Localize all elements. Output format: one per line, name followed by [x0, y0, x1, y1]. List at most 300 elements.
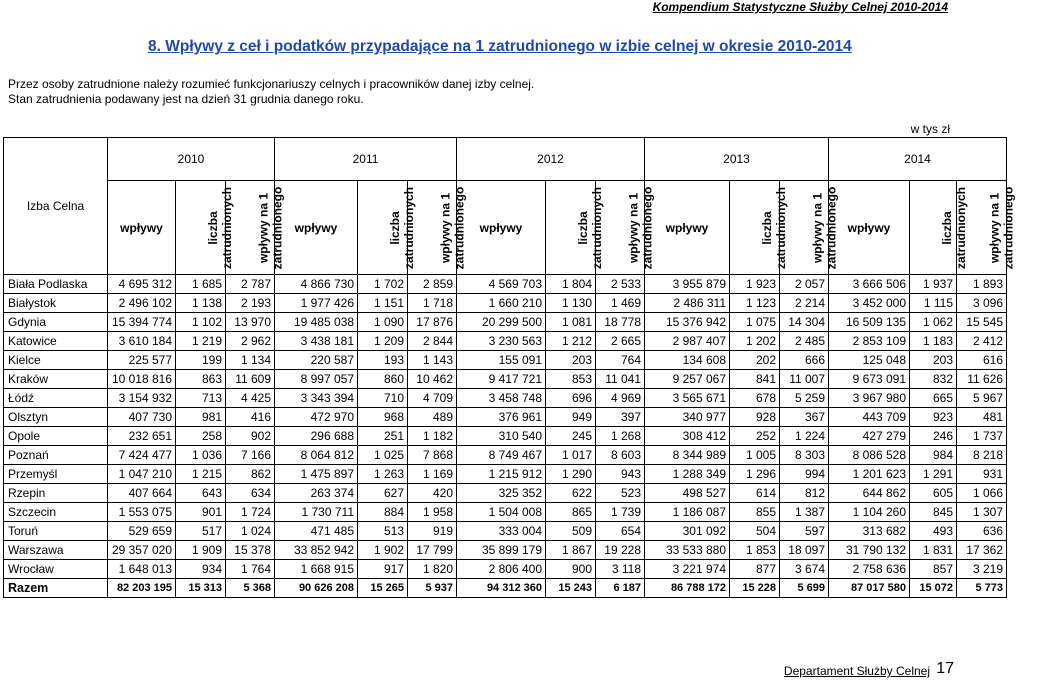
subheader-wplywy: wpływy [829, 181, 910, 275]
table-cell: 3 674 [780, 560, 829, 579]
table-cell: 35 899 179 [457, 541, 546, 560]
table-cell: 11 609 [226, 370, 275, 389]
row-name: Szczecin [4, 503, 108, 522]
table-cell: 2 057 [780, 275, 829, 294]
table-cell: 8 997 057 [275, 370, 358, 389]
year-header: 2014 [829, 138, 1007, 181]
table-cell: 1 867 [546, 541, 596, 560]
table-cell: 397 [596, 408, 645, 427]
table-cell: 498 527 [645, 484, 730, 503]
table-cell: 193 [358, 351, 408, 370]
revenue-table [3, 137, 1016, 598]
table-cell: 313 682 [829, 522, 910, 541]
publication-header: Kompendium Statystyczne Służby Celnej 2010-2014 [652, 0, 948, 14]
table-cell: 1 219 [176, 332, 226, 351]
subheader-liczba-zatrudnionych [546, 181, 605, 275]
table-cell: 3 118 [596, 560, 645, 579]
table-cell: 1 739 [596, 503, 645, 522]
table-cell: 1 151 [358, 294, 408, 313]
table-cell: 203 [546, 351, 596, 370]
table-cell: 1 724 [226, 503, 275, 522]
table-cell: 1 977 426 [275, 294, 358, 313]
table-cell: 232 651 [108, 427, 176, 446]
table-cell: 333 004 [457, 522, 546, 541]
table-cell: 5 967 [957, 389, 1007, 408]
table-cell: 1 169 [408, 465, 457, 484]
table-cell: 1 066 [957, 484, 1007, 503]
table-cell: 1 764 [226, 560, 275, 579]
table-cell: 11 626 [957, 370, 1007, 389]
table-cell: 296 688 [275, 427, 358, 446]
table-row [4, 332, 1007, 351]
table-cell: 1 853 [730, 541, 780, 560]
table-cell: 87 017 580 [829, 579, 910, 598]
table-cell: 4 709 [408, 389, 457, 408]
table-cell: 597 [780, 522, 829, 541]
table-cell: 841 [730, 370, 780, 389]
footer-department: Departament Służby Celnej [783, 664, 930, 678]
table-cell: 15 228 [730, 579, 780, 598]
table-cell: 1 820 [408, 560, 457, 579]
year-header: 2013 [645, 138, 829, 181]
table-row [4, 446, 1007, 465]
row-name: Warszawa [4, 541, 108, 560]
table-cell: 517 [176, 522, 226, 541]
table-cell: 19 228 [596, 541, 645, 560]
note-employees: Przez osoby zatrudnione należy rozumieć funkcjonariuszy celnych i pracowników danej izby celnej. [8, 77, 535, 91]
table-cell: 994 [780, 465, 829, 484]
total-row [4, 579, 1007, 598]
table-row [4, 294, 1007, 313]
table-cell: 943 [596, 465, 645, 484]
table-cell: 1 224 [780, 427, 829, 446]
table-cell: 622 [546, 484, 596, 503]
table-cell: 15 378 [226, 541, 275, 560]
table-cell: 1 685 [176, 275, 226, 294]
table-cell: 605 [910, 484, 957, 503]
table-cell: 13 970 [226, 313, 275, 332]
table-cell: 17 876 [408, 313, 457, 332]
table-row [4, 408, 1007, 427]
table-cell: 931 [957, 465, 1007, 484]
table-cell: 3 154 932 [108, 389, 176, 408]
table-cell: 862 [226, 465, 275, 484]
table-row [4, 465, 1007, 484]
table-cell: 1 202 [730, 332, 780, 351]
table-cell: 252 [730, 427, 780, 446]
table-cell: 493 [910, 522, 957, 541]
row-name: Opole [4, 427, 108, 446]
table-cell: 225 577 [108, 351, 176, 370]
subheader-label: liczba zatrudnionych [576, 186, 605, 269]
table-cell: 1 025 [358, 446, 408, 465]
table-cell: 984 [910, 446, 957, 465]
table-cell: 2 787 [226, 275, 275, 294]
table-cell: 1 290 [546, 465, 596, 484]
table-cell: 1 307 [957, 503, 1007, 522]
table-cell: 15 545 [957, 313, 1007, 332]
table-cell: 634 [226, 484, 275, 503]
table-cell: 812 [780, 484, 829, 503]
table-cell: 340 977 [645, 408, 730, 427]
table-cell: 860 [358, 370, 408, 389]
table-cell: 877 [730, 560, 780, 579]
table-row [4, 503, 1007, 522]
subheader-label: wpływy na 1 zatrudnionego [987, 186, 1016, 269]
table-row [4, 427, 1007, 446]
table-cell: 7 166 [226, 446, 275, 465]
row-header-izba-celna: Izba Celna [4, 138, 108, 275]
table-cell: 472 970 [275, 408, 358, 427]
table-cell: 2 853 109 [829, 332, 910, 351]
table-cell: 884 [358, 503, 408, 522]
table-cell: 301 092 [645, 522, 730, 541]
table-cell: 367 [780, 408, 829, 427]
table-row [4, 522, 1007, 541]
table-cell: 14 304 [780, 313, 829, 332]
subheader-row [4, 181, 1007, 275]
table-cell: 90 626 208 [275, 579, 358, 598]
table-cell: 1 475 897 [275, 465, 358, 484]
table-cell: 94 312 360 [457, 579, 546, 598]
table-cell: 4 969 [596, 389, 645, 408]
year-header: 2010 [108, 138, 275, 181]
table-cell: 18 778 [596, 313, 645, 332]
subheader-liczba-zatrudnionych [910, 181, 969, 275]
table-cell: 1 268 [596, 427, 645, 446]
table-cell: 6 187 [596, 579, 645, 598]
table-cell: 246 [910, 427, 957, 446]
row-name: Kraków [4, 370, 108, 389]
table-cell: 529 659 [108, 522, 176, 541]
table-cell: 10 018 816 [108, 370, 176, 389]
table-cell: 1 104 260 [829, 503, 910, 522]
table-cell: 616 [957, 351, 1007, 370]
table-cell: 202 [730, 351, 780, 370]
table-cell: 678 [730, 389, 780, 408]
year-header: 2011 [275, 138, 457, 181]
table-cell: 2 485 [780, 332, 829, 351]
table-row [4, 370, 1007, 389]
table-cell: 17 362 [957, 541, 1007, 560]
table-cell: 1 186 087 [645, 503, 730, 522]
table-cell: 31 790 132 [829, 541, 910, 560]
table-cell: 420 [408, 484, 457, 503]
table-cell: 2 844 [408, 332, 457, 351]
table-cell: 20 299 500 [457, 313, 546, 332]
table-cell: 1 504 008 [457, 503, 546, 522]
table-cell: 3 967 980 [829, 389, 910, 408]
table-cell: 7 868 [408, 446, 457, 465]
table-cell: 3 565 671 [645, 389, 730, 408]
table-cell: 1 201 623 [829, 465, 910, 484]
table-cell: 8 749 467 [457, 446, 546, 465]
table-cell: 509 [546, 522, 596, 541]
row-name: Razem [4, 579, 108, 598]
table-cell: 1 902 [358, 541, 408, 560]
table-cell: 3 221 974 [645, 560, 730, 579]
table-cell: 853 [546, 370, 596, 389]
table-cell: 17 799 [408, 541, 457, 560]
table-cell: 3 610 184 [108, 332, 176, 351]
table-cell: 917 [358, 560, 408, 579]
table-cell: 1 553 075 [108, 503, 176, 522]
table-cell: 1 209 [358, 332, 408, 351]
subheader-label: wpływy na 1 zatrudnionego [438, 186, 467, 269]
table-cell: 1 212 [546, 332, 596, 351]
table-cell: 8 344 989 [645, 446, 730, 465]
table-row [4, 313, 1007, 332]
table-cell: 155 091 [457, 351, 546, 370]
page-title: 8. Wpływy z ceł i podatków przypadające na 1 zatrudnionego w izbie celnej w okresie 2010-2014 [148, 38, 852, 55]
table-row [4, 275, 1007, 294]
subheader-label: liczba zatrudnionych [940, 186, 969, 269]
table-cell: 481 [957, 408, 1007, 427]
table-cell: 1 923 [730, 275, 780, 294]
table-cell: 203 [910, 351, 957, 370]
table-cell: 1 075 [730, 313, 780, 332]
table-cell: 33 533 880 [645, 541, 730, 560]
table-cell: 3 230 563 [457, 332, 546, 351]
table-cell: 29 357 020 [108, 541, 176, 560]
row-name: Wrocław [4, 560, 108, 579]
table-cell: 1 138 [176, 294, 226, 313]
table-cell: 2 214 [780, 294, 829, 313]
row-name: Biała Podlaska [4, 275, 108, 294]
note-date: Stan zatrudnienia podawany jest na dzień 31 grudnia danego roku. [8, 92, 364, 106]
table-cell: 1 387 [780, 503, 829, 522]
table-cell: 258 [176, 427, 226, 446]
table-cell: 427 279 [829, 427, 910, 446]
table-cell: 1 937 [910, 275, 957, 294]
table-cell: 900 [546, 560, 596, 579]
table-cell: 857 [910, 560, 957, 579]
table-cell: 199 [176, 351, 226, 370]
table-cell: 1 718 [408, 294, 457, 313]
subheader-wplywy: wpływy [457, 181, 546, 275]
table-cell: 1 909 [176, 541, 226, 560]
page-number: 17 [936, 660, 954, 677]
table-cell: 489 [408, 408, 457, 427]
row-name: Przemyśl [4, 465, 108, 484]
table-cell: 15 243 [546, 579, 596, 598]
table-cell: 2 859 [408, 275, 457, 294]
table-cell: 1 702 [358, 275, 408, 294]
table-cell: 1 831 [910, 541, 957, 560]
subheader-label: liczba zatrudnionych [206, 186, 235, 269]
subheader-wplywy: wpływy [645, 181, 730, 275]
table-cell: 3 666 506 [829, 275, 910, 294]
table-cell: 3 343 394 [275, 389, 358, 408]
table-cell: 2 758 636 [829, 560, 910, 579]
table-cell: 696 [546, 389, 596, 408]
row-name: Białystok [4, 294, 108, 313]
table-cell: 82 203 195 [108, 579, 176, 598]
subheader-label: wpływy na 1 zatrudnionego [256, 186, 285, 269]
table-cell: 18 097 [780, 541, 829, 560]
table-cell: 125 048 [829, 351, 910, 370]
table-cell: 1 296 [730, 465, 780, 484]
table-cell: 654 [596, 522, 645, 541]
table-cell: 15 376 942 [645, 313, 730, 332]
table-cell: 1 081 [546, 313, 596, 332]
subheader-liczba-zatrudnionych [176, 181, 235, 275]
subheader-wplywy: wpływy [108, 181, 176, 275]
table-cell: 33 852 942 [275, 541, 358, 560]
table-cell: 643 [176, 484, 226, 503]
row-name: Toruń [4, 522, 108, 541]
subheader-label: wpływy na 1 zatrudnionego [626, 186, 655, 269]
table-cell: 8 603 [596, 446, 645, 465]
table-cell: 865 [546, 503, 596, 522]
table-cell: 8 064 812 [275, 446, 358, 465]
table-cell: 263 374 [275, 484, 358, 503]
row-name: Gdynia [4, 313, 108, 332]
table-cell: 2 665 [596, 332, 645, 351]
table-cell: 3 219 [957, 560, 1007, 579]
table-cell: 15 072 [910, 579, 957, 598]
table-cell: 19 485 038 [275, 313, 358, 332]
table-cell: 1 115 [910, 294, 957, 313]
table-cell: 504 [730, 522, 780, 541]
table-cell: 1 804 [546, 275, 596, 294]
table-cell: 902 [226, 427, 275, 446]
table-cell: 855 [730, 503, 780, 522]
table-cell: 1 183 [910, 332, 957, 351]
table-cell: 376 961 [457, 408, 546, 427]
table-cell: 627 [358, 484, 408, 503]
table-cell: 1 215 912 [457, 465, 546, 484]
row-name: Katowice [4, 332, 108, 351]
table-cell: 923 [910, 408, 957, 427]
unit-label: w tys zł [910, 122, 950, 136]
table-cell: 4 695 312 [108, 275, 176, 294]
table-cell: 1 036 [176, 446, 226, 465]
row-name: Poznań [4, 446, 108, 465]
table-cell: 4 569 703 [457, 275, 546, 294]
table-cell: 845 [910, 503, 957, 522]
table-cell: 3 458 748 [457, 389, 546, 408]
table-cell: 471 485 [275, 522, 358, 541]
table-cell: 636 [957, 522, 1007, 541]
subheader-wplywy: wpływy [275, 181, 358, 275]
table-cell: 934 [176, 560, 226, 579]
table-cell: 2 962 [226, 332, 275, 351]
table-cell: 1 024 [226, 522, 275, 541]
table-cell: 1 182 [408, 427, 457, 446]
table-cell: 8 086 528 [829, 446, 910, 465]
table-cell: 713 [176, 389, 226, 408]
table-cell: 2 486 311 [645, 294, 730, 313]
table-cell: 710 [358, 389, 408, 408]
table-cell: 1 143 [408, 351, 457, 370]
table-cell: 5 699 [780, 579, 829, 598]
table-cell: 644 862 [829, 484, 910, 503]
table-cell: 928 [730, 408, 780, 427]
table-cell: 1 660 210 [457, 294, 546, 313]
table-cell: 308 412 [645, 427, 730, 446]
table-cell: 86 788 172 [645, 579, 730, 598]
table-cell: 134 608 [645, 351, 730, 370]
table-cell: 1 648 013 [108, 560, 176, 579]
table-cell: 1 047 210 [108, 465, 176, 484]
table-cell: 2 533 [596, 275, 645, 294]
table-cell: 2 193 [226, 294, 275, 313]
table-row [4, 389, 1007, 408]
table-cell: 3 452 000 [829, 294, 910, 313]
table-cell: 614 [730, 484, 780, 503]
subheader-label: wpływy na 1 zatrudnionego [810, 186, 839, 269]
table-cell: 832 [910, 370, 957, 389]
table-cell: 1 958 [408, 503, 457, 522]
table-cell: 3 438 181 [275, 332, 358, 351]
table-cell: 1 263 [358, 465, 408, 484]
table-cell: 2 412 [957, 332, 1007, 351]
subheader-label: liczba zatrudnionych [388, 186, 417, 269]
table-cell: 665 [910, 389, 957, 408]
table-row [4, 351, 1007, 370]
row-name: Olsztyn [4, 408, 108, 427]
table-cell: 968 [358, 408, 408, 427]
table-cell: 15 313 [176, 579, 226, 598]
table-cell: 1 893 [957, 275, 1007, 294]
table-cell: 220 587 [275, 351, 358, 370]
table-cell: 245 [546, 427, 596, 446]
table-cell: 8 303 [780, 446, 829, 465]
subheader-liczba-zatrudnionych [358, 181, 417, 275]
year-header-row [4, 138, 1007, 181]
table-cell: 4 425 [226, 389, 275, 408]
table-cell: 3 955 879 [645, 275, 730, 294]
table-cell: 1 005 [730, 446, 780, 465]
table-cell: 443 709 [829, 408, 910, 427]
table-cell: 2 987 407 [645, 332, 730, 351]
table-cell: 513 [358, 522, 408, 541]
table-cell: 10 462 [408, 370, 457, 389]
table-cell: 9 673 091 [829, 370, 910, 389]
table-cell: 2 496 102 [108, 294, 176, 313]
table-cell: 666 [780, 351, 829, 370]
table-row [4, 541, 1007, 560]
table-cell: 949 [546, 408, 596, 427]
table-cell: 1 730 711 [275, 503, 358, 522]
table-cell: 8 218 [957, 446, 1007, 465]
table-cell: 407 730 [108, 408, 176, 427]
table-cell: 3 096 [957, 294, 1007, 313]
table-cell: 1 102 [176, 313, 226, 332]
table-cell: 310 540 [457, 427, 546, 446]
table-cell: 325 352 [457, 484, 546, 503]
table-cell: 2 806 400 [457, 560, 546, 579]
table-cell: 9 257 067 [645, 370, 730, 389]
subheader-label: liczba zatrudnionych [760, 186, 789, 269]
table-cell: 901 [176, 503, 226, 522]
table-cell: 15 265 [358, 579, 408, 598]
table-cell: 919 [408, 522, 457, 541]
row-name: Rzepin [4, 484, 108, 503]
table-cell: 1 291 [910, 465, 957, 484]
table-cell: 981 [176, 408, 226, 427]
table-cell: 15 394 774 [108, 313, 176, 332]
table-cell: 1 017 [546, 446, 596, 465]
table-cell: 1 123 [730, 294, 780, 313]
table-cell: 1 668 915 [275, 560, 358, 579]
table-row [4, 484, 1007, 503]
table-cell: 16 509 135 [829, 313, 910, 332]
table-cell: 1 737 [957, 427, 1007, 446]
year-header: 2012 [457, 138, 645, 181]
table-cell: 7 424 477 [108, 446, 176, 465]
